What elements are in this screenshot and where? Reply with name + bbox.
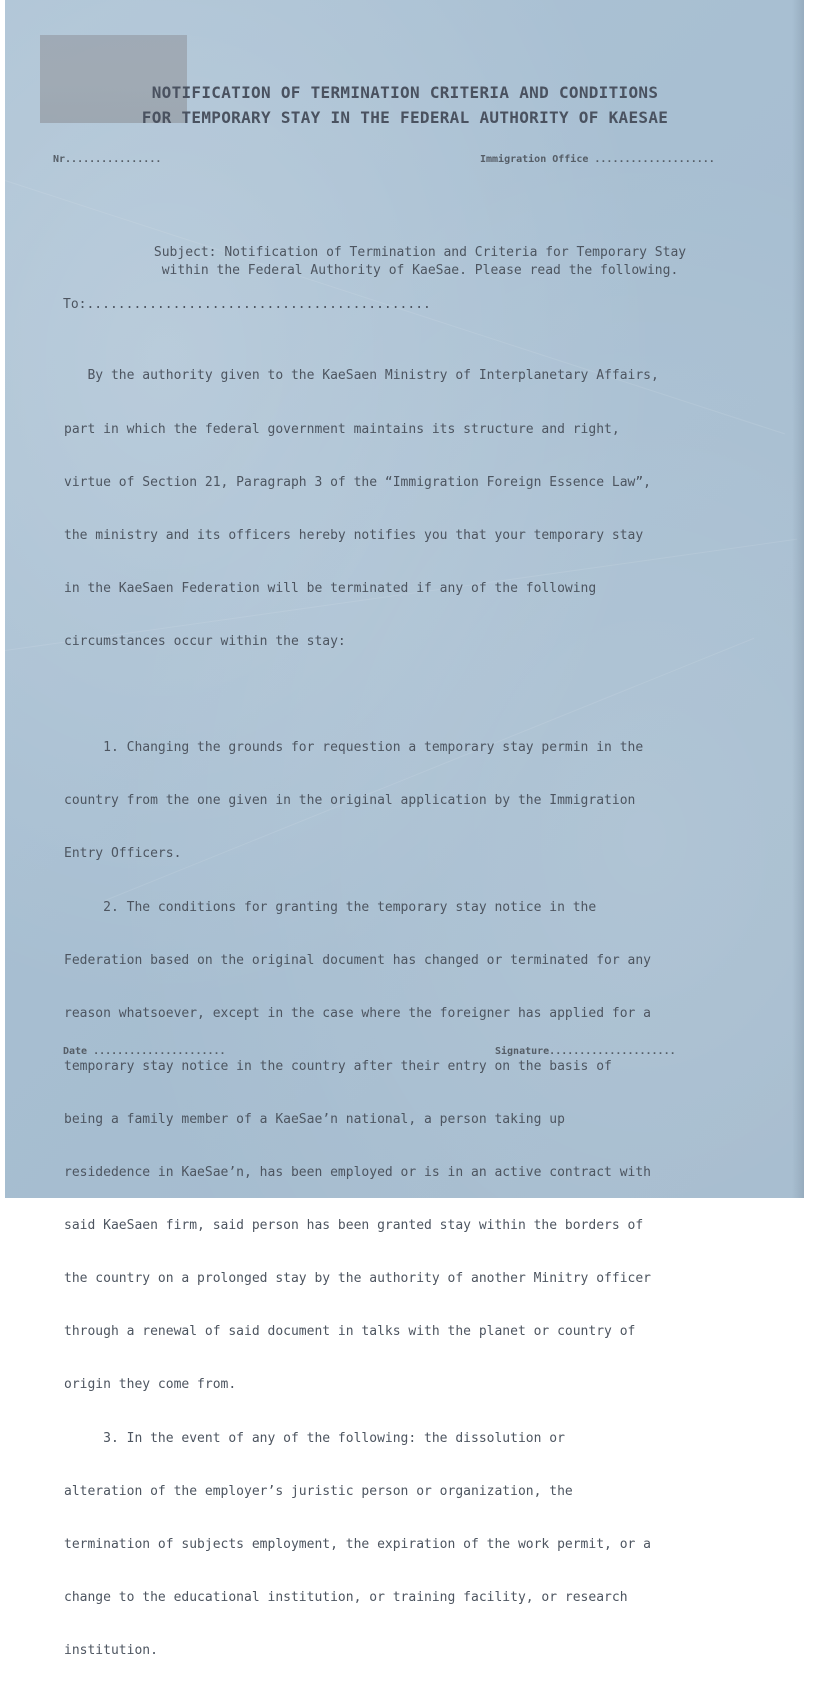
body-line: change to the educational institution, or training facility, or research <box>64 1589 628 1605</box>
immigration-office-field: Immigration Office .................... <box>480 154 715 165</box>
body-line: residedence in KaeSae’n, has been employed or is in an active contract with <box>64 1165 651 1181</box>
page-edge-shadow <box>792 0 804 1198</box>
body-line: institution. <box>64 1643 158 1659</box>
body-line: being a family member of a KaeSae’n national, a person taking up <box>64 1111 565 1127</box>
signature-field: Signature..................... <box>495 1046 676 1057</box>
body-line: Federation based on the original document has changed or terminated for any <box>64 952 651 968</box>
recipient-field: To:............................................ <box>63 297 431 312</box>
body-line: Entry Officers. <box>64 846 182 862</box>
body-line: temporary stay notice in the country after their entry on the basis of <box>64 1058 612 1074</box>
body-line: 1. Changing the grounds for requestion a temporary stay permin in the <box>64 740 644 756</box>
body-line <box>64 686 804 704</box>
body-line: in the KaeSaen Federation will be terminated if any of the following <box>64 580 597 596</box>
body-line: 3. In the event of any of the following: the dissolution or <box>64 1430 565 1446</box>
body-line: 2. The conditions for granting the temporary stay notice in the <box>64 899 597 915</box>
body-line: circumstances occur within the stay: <box>64 633 346 649</box>
date-field: Date ...................... <box>63 1046 226 1057</box>
body-line: part in which the federal government maintains its structure and right, <box>64 421 620 437</box>
body-line: said KaeSaen firm, said person has been granted stay within the borders of <box>64 1218 644 1234</box>
title-line-1: NOTIFICATION OF TERMINATION CRITERIA AND CONDITIONS <box>151 83 659 102</box>
document-sheet <box>5 0 804 1659</box>
title-line-2: FOR TEMPORARY STAY IN THE FEDERAL AUTHORITY OF KAESAE <box>141 108 669 127</box>
body-line: reason whatsoever, except in the case where the foreigner has applied for a <box>64 1005 651 1021</box>
reference-number-field: Nr................ <box>53 154 162 165</box>
body-line: through a renewal of said document in talks with the planet or country of <box>64 1324 636 1340</box>
body-line: the ministry and its officers hereby notifies you that your temporary stay <box>64 527 644 543</box>
body-line: termination of subjects employment, the expiration of the work permit, or a <box>64 1536 651 1552</box>
body-text <box>64 332 804 1695</box>
body-line: alteration of the employer’s juristic person or organization, the <box>64 1483 573 1499</box>
body-line: origin they come from. <box>64 1377 237 1393</box>
body-line: the country on a prolonged stay by the authority of another Minitry officer <box>64 1271 651 1287</box>
body-line: virtue of Section 21, Paragraph 3 of the “Immigration Foreign Essence Law”, <box>64 474 651 490</box>
document-title <box>45 80 765 130</box>
body-line: country from the one given in the original application by the Immigration <box>64 793 636 809</box>
subject-line-2: within the Federal Authority of KaeSae. Please read the following. <box>161 263 679 278</box>
subject-block <box>65 244 775 280</box>
body-line: By the authority given to the KaeSaen Ministry of Interplanetary Affairs, <box>64 368 659 384</box>
subject-line-1: Subject: Notification of Termination and Criteria for Temporary Stay <box>153 245 687 260</box>
